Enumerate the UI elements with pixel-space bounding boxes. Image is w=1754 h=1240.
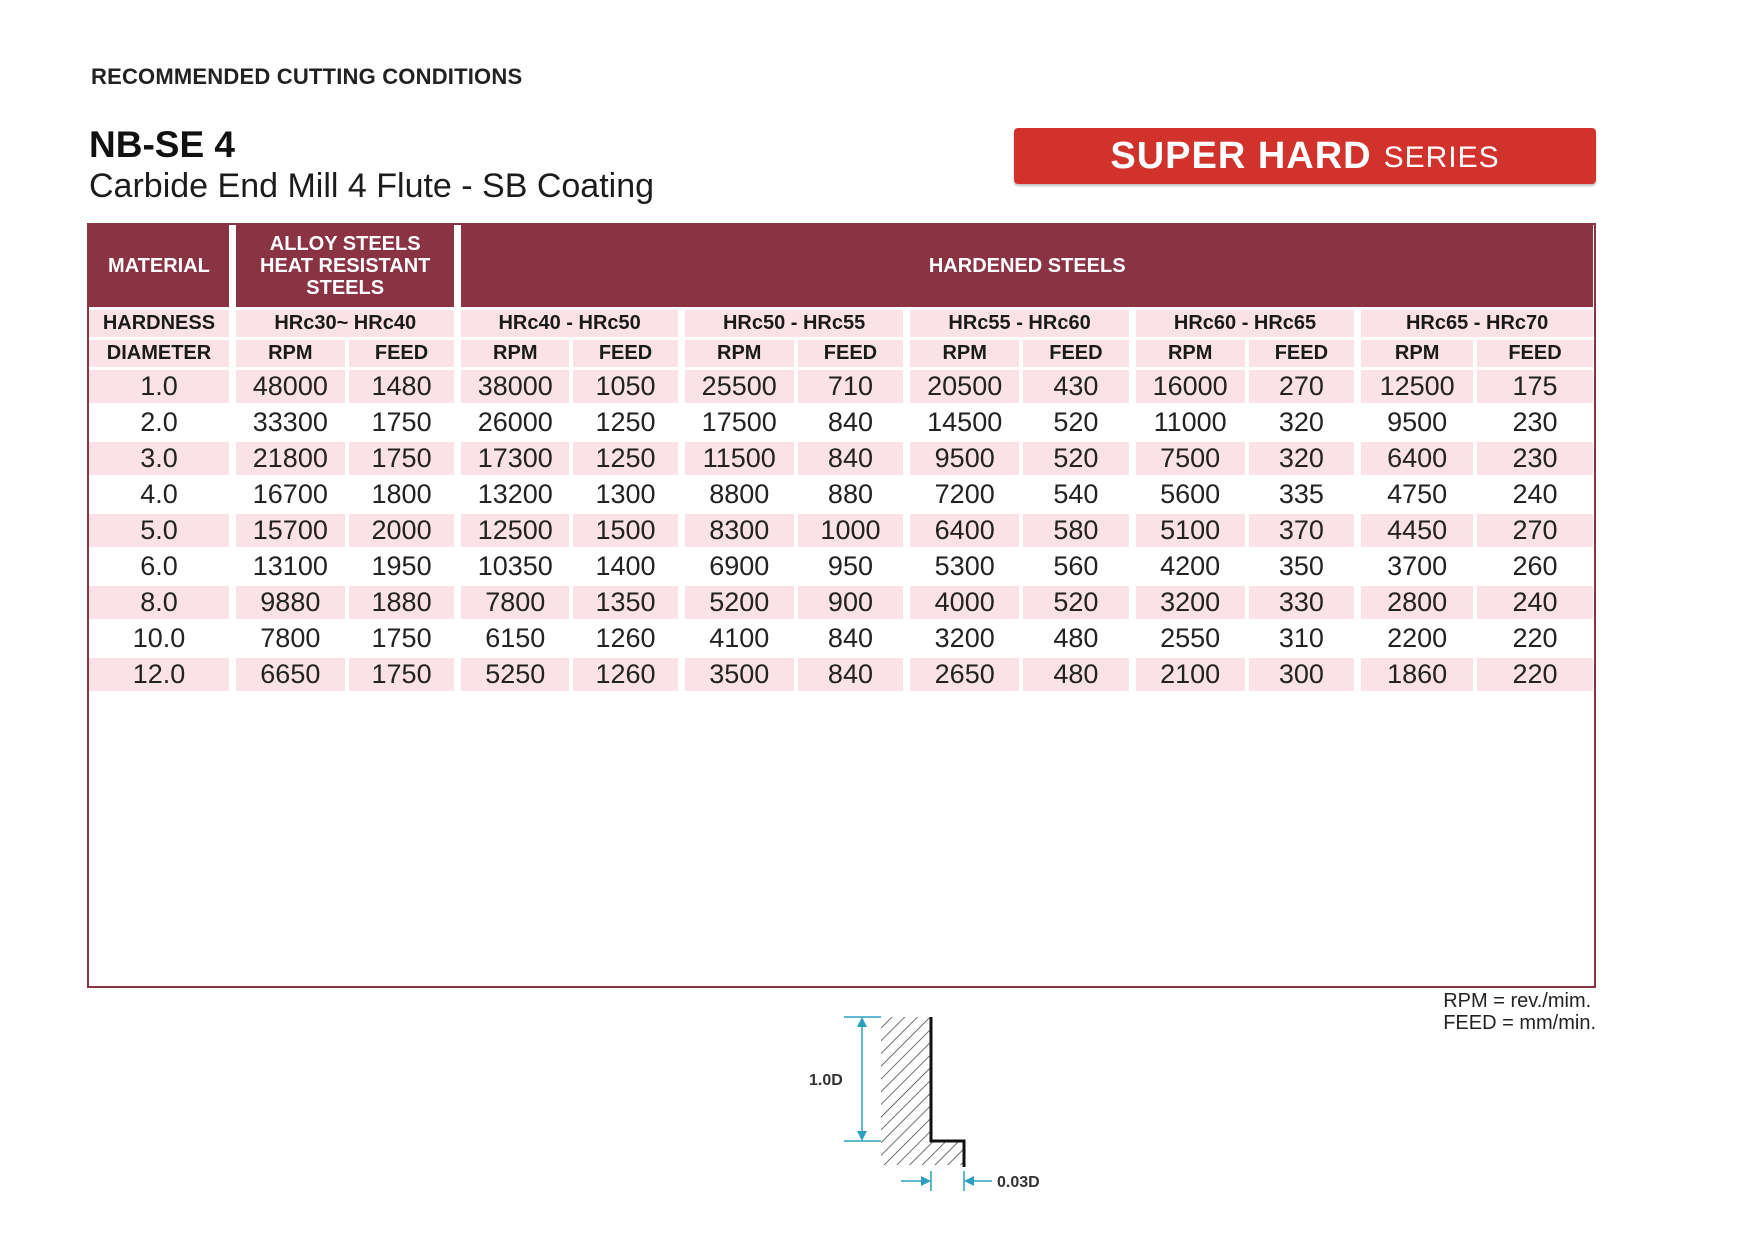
hardness-range: HRc60 - HRc65 (1136, 310, 1361, 340)
hardened-steels-header: HARDENED STEELS (461, 225, 1593, 310)
feed-cell: 480 (1023, 658, 1136, 694)
rpm-cell: 48000 (236, 370, 349, 406)
rpm-cell: 2550 (1136, 622, 1249, 658)
feed-cell: 270 (1249, 370, 1362, 406)
series-badge (1014, 128, 1596, 184)
feed-cell: 840 (798, 658, 911, 694)
rpm-cell: 15700 (236, 514, 349, 550)
rpm-cell: 12500 (1361, 370, 1477, 406)
rpm-cell: 5250 (461, 658, 573, 694)
depth-label: 1.0D (809, 1072, 843, 1089)
feed-cell: 1500 (573, 514, 685, 550)
rpm-cell: 6400 (910, 514, 1023, 550)
units-legend (1443, 990, 1596, 1034)
rpm-cell: 5600 (1136, 478, 1249, 514)
feed-cell: 1050 (573, 370, 685, 406)
feed-cell: 220 (1477, 658, 1593, 694)
rpm-header: RPM (1136, 340, 1249, 370)
diameter-cell: 4.0 (89, 478, 236, 514)
rpm-cell: 7200 (910, 478, 1023, 514)
rpm-cell: 5300 (910, 550, 1023, 586)
material-header-row (89, 225, 1593, 310)
feed-cell: 230 (1477, 442, 1593, 478)
rpm-unit: RPM = rev./mim. (1443, 990, 1592, 1012)
diameter-cell: 10.0 (89, 622, 236, 658)
feed-cell: 230 (1477, 406, 1593, 442)
rpm-cell: 2200 (1361, 622, 1477, 658)
hardness-range: HRc30~ HRc40 (236, 310, 461, 340)
feed-cell: 320 (1249, 406, 1362, 442)
table-row (89, 622, 1593, 658)
width-label: 0.03D (997, 1174, 1040, 1191)
rpm-cell: 9880 (236, 586, 349, 622)
feed-cell: 1750 (349, 442, 462, 478)
rpm-cell: 13100 (236, 550, 349, 586)
cutting-conditions-table (89, 225, 1593, 694)
feed-cell: 240 (1477, 478, 1593, 514)
rpm-cell: 2100 (1136, 658, 1249, 694)
rpm-cell: 7500 (1136, 442, 1249, 478)
hardness-range: HRc65 - HRc70 (1361, 310, 1593, 340)
rpm-cell: 16700 (236, 478, 349, 514)
feed-cell: 840 (798, 442, 911, 478)
rpm-header: RPM (1361, 340, 1477, 370)
rpm-cell: 5100 (1136, 514, 1249, 550)
rpm-cell: 3500 (685, 658, 798, 694)
feed-cell: 1800 (349, 478, 462, 514)
rpm-cell: 4100 (685, 622, 798, 658)
rpm-cell: 4000 (910, 586, 1023, 622)
feed-cell: 330 (1249, 586, 1362, 622)
rpm-cell: 25500 (685, 370, 798, 406)
feed-cell: 1000 (798, 514, 911, 550)
depth-dimension (844, 1017, 881, 1141)
diameter-cell: 2.0 (89, 406, 236, 442)
table-row (89, 550, 1593, 586)
rpm-cell: 7800 (236, 622, 349, 658)
rpm-cell: 3200 (1136, 586, 1249, 622)
rpm-cell: 20500 (910, 370, 1023, 406)
diameter-cell: 1.0 (89, 370, 236, 406)
series-badge-strong: SUPER HARD (1110, 134, 1372, 177)
material-header: MATERIAL (89, 225, 236, 310)
feed-cell: 2000 (349, 514, 462, 550)
rpm-cell: 11000 (1136, 406, 1249, 442)
feed-cell: 300 (1249, 658, 1362, 694)
table-row (89, 442, 1593, 478)
rpm-cell: 4750 (1361, 478, 1477, 514)
rpm-cell: 1860 (1361, 658, 1477, 694)
rpm-cell: 6900 (685, 550, 798, 586)
feed-cell: 240 (1477, 586, 1593, 622)
feed-unit: FEED = mm/min. (1443, 1012, 1596, 1034)
feed-cell: 840 (798, 406, 911, 442)
alloy-header-line: STEELS (306, 277, 385, 299)
rpm-cell: 16000 (1136, 370, 1249, 406)
feed-cell: 335 (1249, 478, 1362, 514)
table-row (89, 586, 1593, 622)
feed-cell: 1250 (573, 442, 685, 478)
feed-cell: 430 (1023, 370, 1136, 406)
rpm-cell: 9500 (1361, 406, 1477, 442)
feed-header: FEED (1477, 340, 1593, 370)
rpm-cell: 33300 (236, 406, 349, 442)
rpm-cell: 12500 (461, 514, 573, 550)
feed-cell: 1250 (573, 406, 685, 442)
rpm-cell: 6400 (1361, 442, 1477, 478)
rpm-cell: 10350 (461, 550, 573, 586)
rpm-cell: 9500 (910, 442, 1023, 478)
rpm-cell: 4200 (1136, 550, 1249, 586)
rpm-cell: 3200 (910, 622, 1023, 658)
feed-cell: 370 (1249, 514, 1362, 550)
hardness-row (89, 310, 1593, 340)
feed-cell: 710 (798, 370, 911, 406)
rpm-cell: 2650 (910, 658, 1023, 694)
alloy-steels-header (236, 225, 461, 310)
diameter-row (89, 340, 1593, 370)
feed-cell: 580 (1023, 514, 1136, 550)
feed-cell: 320 (1249, 442, 1362, 478)
rpm-cell: 11500 (685, 442, 798, 478)
rpm-cell: 4450 (1361, 514, 1477, 550)
feed-cell: 1260 (573, 622, 685, 658)
feed-cell: 1750 (349, 622, 462, 658)
feed-cell: 520 (1023, 586, 1136, 622)
feed-cell: 1880 (349, 586, 462, 622)
rpm-cell: 26000 (461, 406, 573, 442)
model-code: NB-SE 4 (89, 124, 235, 165)
hardness-label: HARDNESS (89, 310, 236, 340)
rpm-cell: 17300 (461, 442, 573, 478)
rpm-header: RPM (236, 340, 349, 370)
diameter-cell: 12.0 (89, 658, 236, 694)
feed-cell: 350 (1249, 550, 1362, 586)
diameter-cell: 3.0 (89, 442, 236, 478)
rpm-header: RPM (910, 340, 1023, 370)
feed-cell: 950 (798, 550, 911, 586)
rpm-cell: 3700 (1361, 550, 1477, 586)
table-row (89, 478, 1593, 514)
feed-cell: 520 (1023, 406, 1136, 442)
feed-cell: 260 (1477, 550, 1593, 586)
rpm-header: RPM (685, 340, 798, 370)
product-subtitle: Carbide End Mill 4 Flute - SB Coating (89, 167, 655, 205)
rpm-cell: 13200 (461, 478, 573, 514)
feed-cell: 900 (798, 586, 911, 622)
feed-cell: 270 (1477, 514, 1593, 550)
rpm-cell: 8300 (685, 514, 798, 550)
feed-cell: 1950 (349, 550, 462, 586)
hardness-range: HRc40 - HRc50 (461, 310, 684, 340)
series-badge-light: SERIES (1383, 141, 1500, 174)
feed-cell: 560 (1023, 550, 1136, 586)
alloy-header-line: HEAT RESISTANT (260, 255, 431, 277)
feed-cell: 1750 (349, 658, 462, 694)
feed-cell: 310 (1249, 622, 1362, 658)
hardness-range: HRc55 - HRc60 (910, 310, 1135, 340)
feed-cell: 175 (1477, 370, 1593, 406)
feed-cell: 840 (798, 622, 911, 658)
feed-cell: 1350 (573, 586, 685, 622)
feed-cell: 220 (1477, 622, 1593, 658)
feed-cell: 1260 (573, 658, 685, 694)
feed-cell: 520 (1023, 442, 1136, 478)
width-dimension (901, 1171, 992, 1191)
alloy-header-line: ALLOY STEELS (269, 233, 421, 255)
table-row (89, 514, 1593, 550)
depth-of-cut-diagram (789, 1005, 1049, 1215)
rpm-cell: 6650 (236, 658, 349, 694)
table-row (89, 658, 1593, 694)
rpm-cell: 5200 (685, 586, 798, 622)
table-row (89, 406, 1593, 442)
feed-header: FEED (1023, 340, 1136, 370)
feed-header: FEED (573, 340, 685, 370)
rpm-cell: 21800 (236, 442, 349, 478)
feed-cell: 1300 (573, 478, 685, 514)
rpm-cell: 38000 (461, 370, 573, 406)
diameter-cell: 8.0 (89, 586, 236, 622)
feed-cell: 1480 (349, 370, 462, 406)
rpm-cell: 2800 (1361, 586, 1477, 622)
feed-cell: 480 (1023, 622, 1136, 658)
rpm-cell: 6150 (461, 622, 573, 658)
feed-cell: 1750 (349, 406, 462, 442)
rpm-cell: 7800 (461, 586, 573, 622)
section-label: RECOMMENDED CUTTING CONDITIONS (91, 64, 523, 89)
diameter-label: DIAMETER (89, 340, 236, 370)
hatched-profile (881, 1017, 964, 1167)
diameter-cell: 5.0 (89, 514, 236, 550)
rpm-cell: 8800 (685, 478, 798, 514)
feed-header: FEED (1249, 340, 1362, 370)
feed-cell: 1400 (573, 550, 685, 586)
table-row (89, 370, 1593, 406)
feed-header: FEED (798, 340, 911, 370)
rpm-header: RPM (461, 340, 573, 370)
rpm-cell: 17500 (685, 406, 798, 442)
feed-cell: 540 (1023, 478, 1136, 514)
feed-header: FEED (349, 340, 462, 370)
rpm-cell: 14500 (910, 406, 1023, 442)
hardness-range: HRc50 - HRc55 (685, 310, 910, 340)
feed-cell: 880 (798, 478, 911, 514)
diameter-cell: 6.0 (89, 550, 236, 586)
